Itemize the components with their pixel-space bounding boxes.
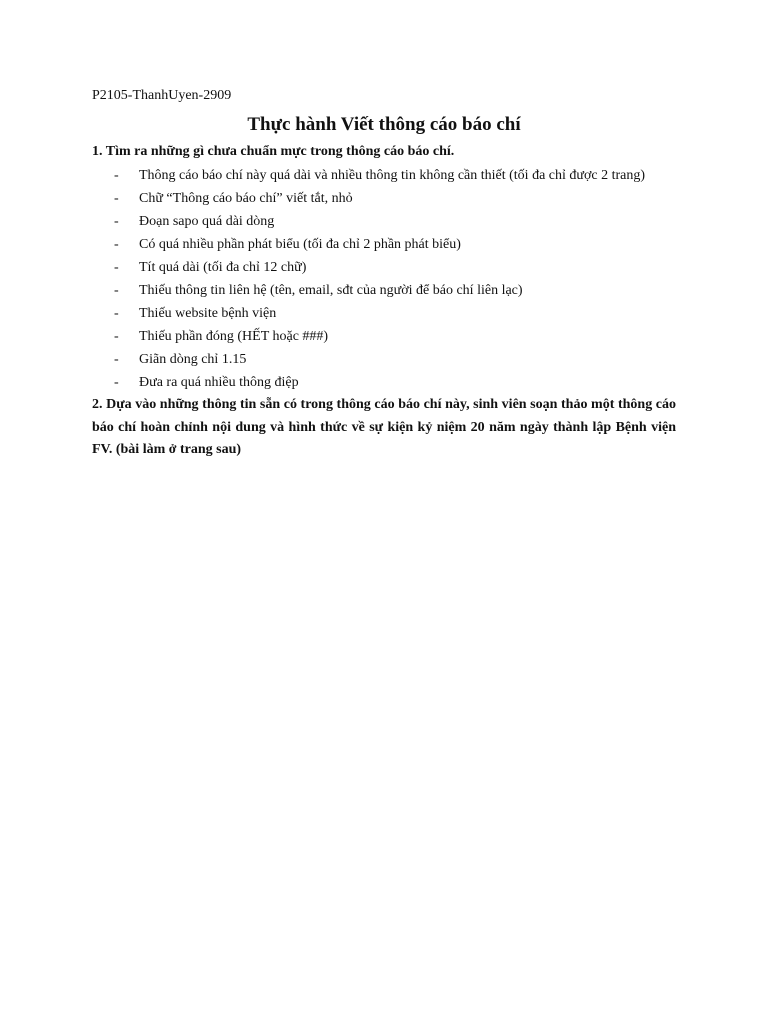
list-item-text: Giãn dòng chỉ 1.15 bbox=[139, 352, 247, 367]
issue-list bbox=[92, 164, 676, 394]
bullet-dash: - bbox=[114, 306, 119, 321]
list-item bbox=[92, 256, 676, 279]
list-item bbox=[92, 348, 676, 371]
list-item bbox=[92, 233, 676, 256]
section-1-heading: 1. Tìm ra những gì chưa chuẩn mực trong thông cáo báo chí. bbox=[92, 144, 455, 159]
bullet-dash: - bbox=[114, 375, 119, 390]
bullet-dash: - bbox=[114, 329, 119, 344]
bullet-dash: - bbox=[114, 283, 119, 298]
bullet-dash: - bbox=[114, 214, 119, 229]
list-item-text: Có quá nhiều phần phát biểu (tối đa chỉ 2 phần phát biểu) bbox=[139, 237, 461, 252]
list-item-text: Thông cáo báo chí này quá dài và nhiều thông tin không cần thiết (tối đa chỉ được 2 trang) bbox=[139, 168, 646, 183]
bullet-dash: - bbox=[114, 191, 119, 206]
list-item-text: Đưa ra quá nhiều thông điệp bbox=[139, 375, 299, 390]
bullet-dash: - bbox=[114, 168, 119, 183]
list-item-text: Chữ “Thông cáo báo chí” viết tắt, nhỏ bbox=[139, 191, 353, 206]
list-item bbox=[92, 371, 676, 394]
list-item-text: Tít quá dài (tối đa chỉ 12 chữ) bbox=[139, 260, 307, 275]
bullet-dash: - bbox=[114, 260, 119, 275]
page-title: Thực hành Viết thông cáo báo chí bbox=[247, 114, 521, 135]
list-item bbox=[92, 279, 676, 302]
list-item bbox=[92, 164, 676, 187]
list-item-text: Thiếu website bệnh viện bbox=[139, 306, 277, 321]
section-2-paragraph: 2. Dựa vào những thông tin sẵn có trong thông cáo báo chí này, sinh viên soạn thảo một thông cáo báo chí hoàn chỉnh nội dung và hình thức về sự kiện kỷ niệm 20 năm ngày thành lập Bệnh viện FV. (bài làm ở trang sau) bbox=[92, 397, 676, 457]
bullet-dash: - bbox=[114, 352, 119, 367]
document-id: P2105-ThanhUyen-2909 bbox=[92, 88, 232, 103]
list-item bbox=[92, 302, 676, 325]
list-item-text: Thiếu thông tin liên hệ (tên, email, sđt của người để báo chí liên lạc) bbox=[139, 283, 523, 298]
list-item-text: Đoạn sapo quá dài dòng bbox=[139, 214, 275, 229]
bullet-dash: - bbox=[114, 237, 119, 252]
list-item bbox=[92, 325, 676, 348]
document-page bbox=[92, 86, 676, 462]
list-item bbox=[92, 187, 676, 210]
list-item bbox=[92, 210, 676, 233]
list-item-text: Thiếu phần đóng (HẾT hoặc ###) bbox=[139, 329, 329, 344]
